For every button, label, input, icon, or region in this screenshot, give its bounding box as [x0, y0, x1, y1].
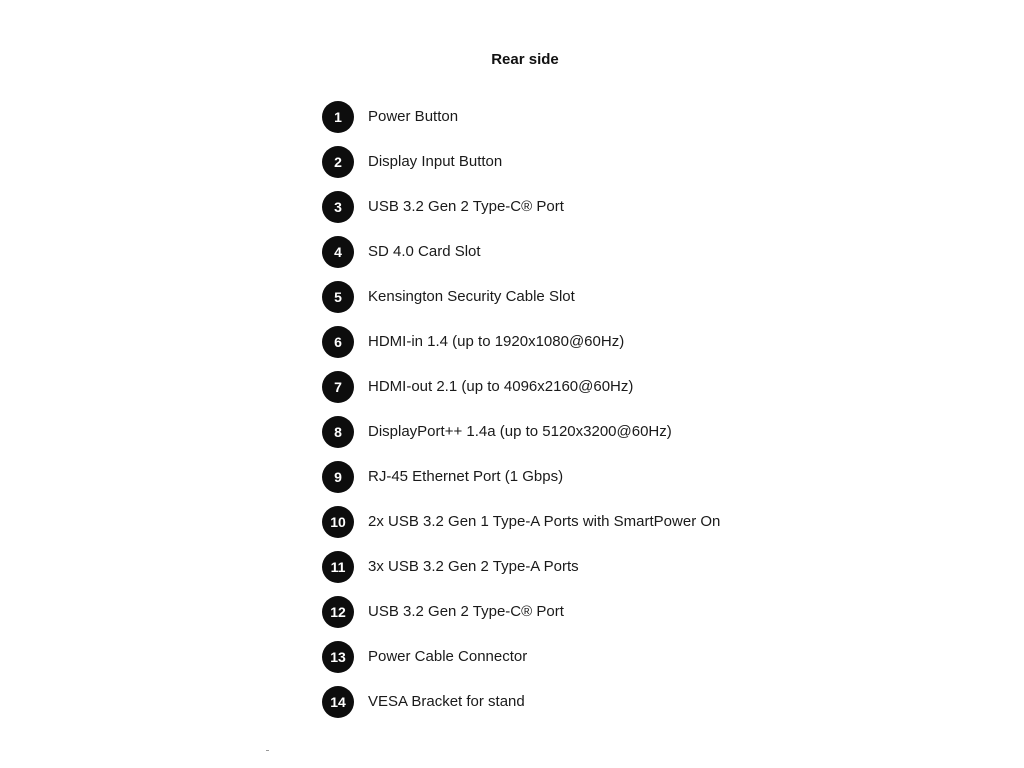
item-label: Power Cable Connector — [368, 648, 528, 665]
item-label: Power Button — [368, 108, 459, 125]
number-badge: 6 — [322, 326, 354, 358]
number-badge: 1 — [322, 101, 354, 133]
list-item — [322, 454, 720, 499]
number-badge: 9 — [322, 461, 354, 493]
port-list — [322, 94, 720, 724]
item-label: USB 3.2 Gen 2 Type-C® Port — [368, 198, 564, 215]
item-label: Display Input Button — [368, 153, 503, 170]
list-item — [322, 679, 720, 724]
item-label: 3x USB 3.2 Gen 2 Type-A Ports — [368, 558, 579, 575]
list-item — [322, 139, 720, 184]
list-item — [322, 499, 720, 544]
section-title: Rear side — [491, 51, 559, 68]
stray-mark — [266, 750, 269, 751]
item-label: RJ-45 Ethernet Port (1 Gbps) — [368, 468, 564, 485]
item-label: HDMI-in 1.4 (up to 1920x1080@60Hz) — [368, 333, 625, 350]
number-badge: 12 — [322, 596, 354, 628]
number-badge: 8 — [322, 416, 354, 448]
list-item — [322, 544, 720, 589]
list-item — [322, 274, 720, 319]
item-label: SD 4.0 Card Slot — [368, 243, 481, 260]
item-label: Kensington Security Cable Slot — [368, 288, 575, 305]
list-item — [322, 319, 720, 364]
number-badge: 5 — [322, 281, 354, 313]
list-item — [322, 229, 720, 274]
number-badge: 14 — [322, 686, 354, 718]
list-item — [322, 184, 720, 229]
list-item — [322, 94, 720, 139]
list-item — [322, 409, 720, 454]
number-badge: 7 — [322, 371, 354, 403]
number-badge: 3 — [322, 191, 354, 223]
number-badge: 10 — [322, 506, 354, 538]
number-badge: 13 — [322, 641, 354, 673]
item-label: VESA Bracket for stand — [368, 693, 525, 710]
item-label: HDMI-out 2.1 (up to 4096x2160@60Hz) — [368, 378, 634, 395]
item-label: USB 3.2 Gen 2 Type-C® Port — [368, 603, 564, 620]
list-item — [322, 634, 720, 679]
number-badge: 4 — [322, 236, 354, 268]
list-item — [322, 589, 720, 634]
item-label: 2x USB 3.2 Gen 1 Type-A Ports with SmartPower On — [368, 513, 721, 530]
item-label: DisplayPort++ 1.4a (up to 5120x3200@60Hz) — [368, 423, 672, 440]
list-item — [322, 364, 720, 409]
number-badge: 11 — [322, 551, 354, 583]
number-badge: 2 — [322, 146, 354, 178]
